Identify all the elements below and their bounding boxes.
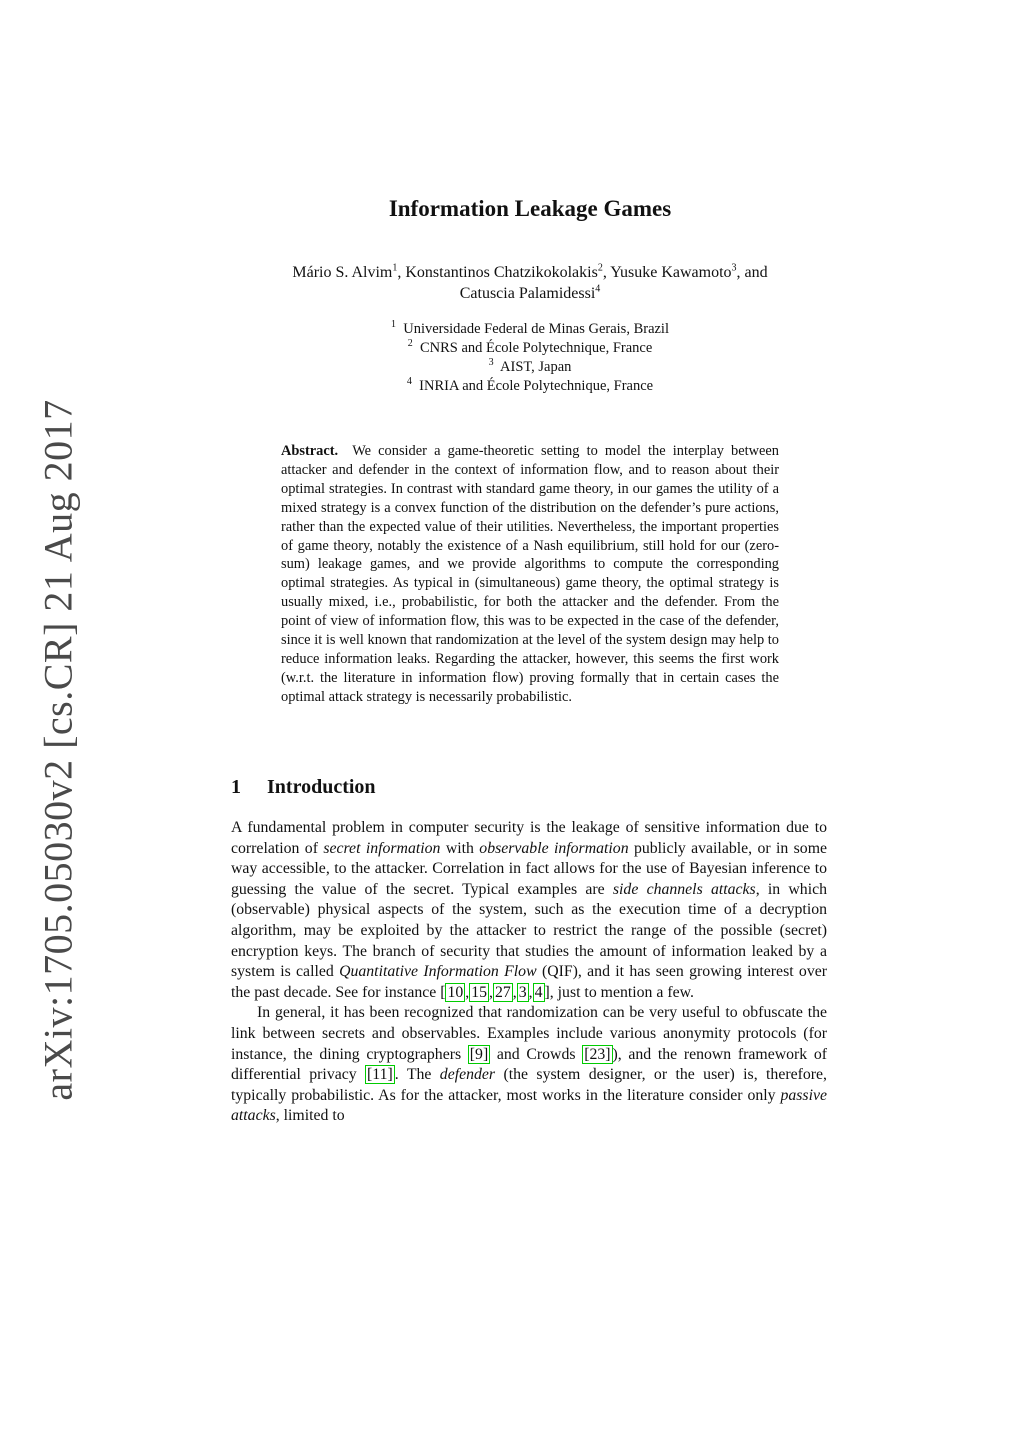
- author-name: , Yusuke Kawamoto: [602, 264, 732, 281]
- text-run: (the system designer, or the user) is, therefore, typically probabilistic. As for the attacker, most works in the literature consider only: [231, 1066, 827, 1104]
- citation-link[interactable]: [9]: [469, 1045, 489, 1063]
- citation-link[interactable]: 4: [534, 983, 543, 1001]
- emphasis: side channels attacks: [612, 880, 756, 898]
- author-affil-mark: 3: [731, 262, 737, 274]
- arxiv-identifier: arXiv:1705.05030v2 [cs.CR] 21 Aug 2017: [35, 399, 81, 1101]
- text-run: ], just to mention a few.: [544, 983, 694, 1001]
- affiliation: [230, 377, 830, 396]
- emphasis: observable information: [479, 839, 629, 857]
- affiliation: [230, 320, 830, 339]
- citation-link[interactable]: 27: [494, 983, 511, 1001]
- citation-link[interactable]: 10: [447, 983, 464, 1001]
- author-name: Catuscia Palamidessi: [459, 285, 596, 302]
- emphasis: secret information: [323, 839, 441, 857]
- affiliation-text: Universidade Federal de Minas Gerais, Brazil: [403, 321, 669, 337]
- affiliation-mark: 2: [407, 338, 413, 350]
- abstract-label: Abstract.: [281, 443, 339, 459]
- abstract-text: We consider a game-theoretic setting to model the interplay between attacker and defender in the context of information flow, and to reason about their optimal strategies. In contrast with standard game theory, in our games the utility of a mixed strategy is a convex function of the distribution on the defender’s pure actions, rather than the expected value of their utilities. Nevertheless, the important properties of game theory, notably the existence of a Nash equilibrium, still hold for our (zero-sum) leakage games, and we provide algorithms to compute the corresponding optimal strategies. As typical in (simultaneous) game theory, the optimal strategy is usually mixed, i.e., probabilistic, for both the attacker and the defender. From the point of view of information flow, this was to be expected in the case of the defender, since it is well known that randomization at the level of the system design may help to reduce information leaks. Regarding the attacker, however, this seems the first work (w.r.t. the literature in information flow) proving formally that in certain cases the optimal attack strategy is necessarily probabilistic.: [281, 443, 779, 705]
- author-list: [230, 262, 830, 304]
- affiliation-text: INRIA and École Polytechnique, France: [419, 378, 654, 394]
- paragraph: A fundamental problem in computer security is the leakage of sensitive information due to correlation of secret information with observable information publicly available, or in some way accessible, to the attacker. Correlation in fact allows for the use of Bayesian inference to guessing the value of the secret. Typical examples are side channels attacks, in which (observable) physical aspects of the system, such as the execution time of a decryption algorithm, may be exploited by the attacker to restrict the range of the possible (secret) encryption keys. The branch of security that studies the amount of information leaked by a system is called Quantitative Information Flow (QIF), and it has seen growing interest over the past decade. See for instance [ 10 , 15 , 27 , 3 , 4 ], just to mention a few.: [231, 819, 828, 1001]
- text-run: , in which (observable) physical aspects of the system, such as the execution time of a decryption algorithm, may be exploited by the attacker to restrict the range of the possible (secret) encryption keys. The branch of security that studies the amount of information leaked by a system is called: [231, 880, 828, 981]
- text-run: . The: [394, 1066, 440, 1084]
- citation-link[interactable]: [23]: [584, 1045, 611, 1063]
- section-heading: [231, 776, 376, 799]
- author-affil-mark: 1: [392, 262, 398, 274]
- emphasis: defender: [439, 1066, 496, 1084]
- author-separator: , and: [736, 264, 768, 281]
- affiliation-mark: 3: [488, 357, 494, 369]
- citation-link[interactable]: 3: [518, 983, 527, 1001]
- affiliation-mark: 4: [406, 376, 412, 388]
- text-run: with: [440, 839, 480, 857]
- affiliation-text: CNRS and École Polytechnique, France: [419, 340, 653, 356]
- text-run: , limited to: [275, 1107, 345, 1125]
- author-name: Mário S. Alvim: [292, 264, 393, 281]
- section-title: Introduction: [267, 776, 376, 798]
- author-name: , Konstantinos Chatzikokolakis: [397, 264, 598, 281]
- paragraph: [231, 1003, 827, 1127]
- citation-link[interactable]: [11]: [367, 1066, 393, 1084]
- affiliation-mark: 1: [391, 319, 396, 331]
- text-run: ), and the renown framework of differential privacy: [231, 1045, 827, 1084]
- section-number: 1: [231, 776, 241, 798]
- emphasis: passive attacks: [231, 1086, 827, 1125]
- paper-title: Information Leakage Games: [388, 196, 672, 221]
- affiliation-list: [230, 320, 830, 396]
- author-affil-mark: 2: [597, 262, 603, 274]
- citation-link[interactable]: 15: [471, 983, 488, 1001]
- emphasis: Quantitative Information Flow: [339, 963, 537, 981]
- body-text: [231, 818, 827, 1127]
- text-run: publicly available, or in some way accessible, to the attacker. Correlation in fact allows for the use of Bayesian inference to guessing the value of the secret. Typical examples are: [231, 839, 827, 898]
- affiliation: [230, 339, 830, 358]
- text-run: (QIF), and it has seen growing interest over the past decade. See for instance [: [231, 963, 827, 1001]
- text-run: In general, it has been recognized that randomization can be very useful to obfuscate the link between secrets and observables. Examples include various anonymity protocols (for instance, the dining cryptographers: [231, 1004, 827, 1063]
- text-run: A fundamental problem in computer security is the leakage of sensitive information due to correlation of: [231, 819, 827, 857]
- affiliation: [230, 358, 830, 377]
- affiliation-text: AIST, Japan: [500, 359, 572, 375]
- abstract: [281, 442, 779, 707]
- author-affil-mark: 4: [595, 283, 601, 295]
- text-run: and Crowds: [490, 1045, 583, 1063]
